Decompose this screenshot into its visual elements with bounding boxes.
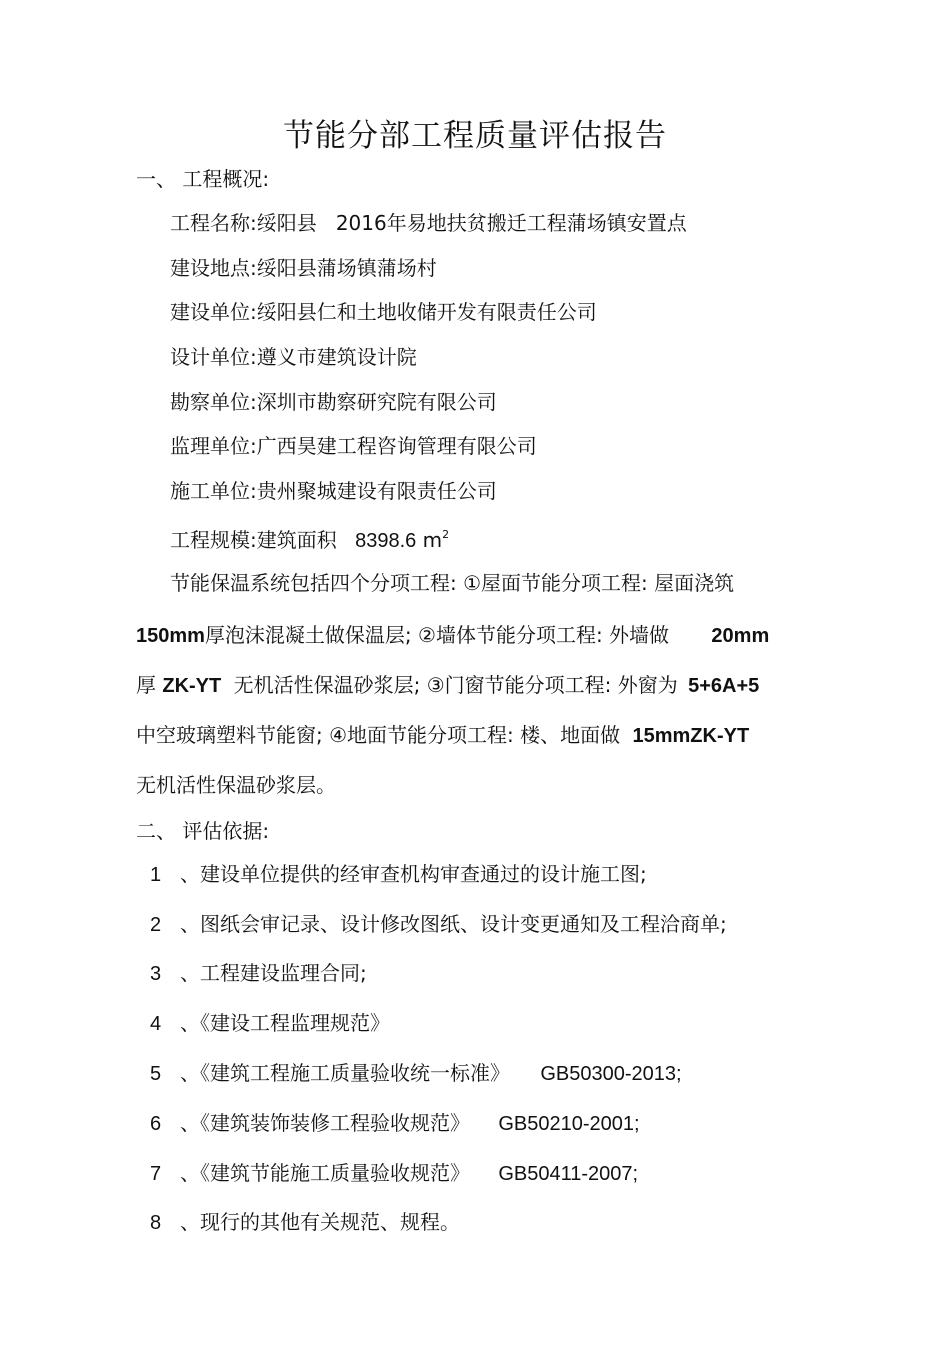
info-value: 建筑面积 — [256, 528, 337, 552]
basis-text: 、《建筑节能施工质量验收规范》 — [180, 1161, 470, 1185]
basis-number: 8 — [150, 1212, 162, 1234]
basis-number: 6 — [150, 1113, 162, 1135]
basis-number: 7 — [150, 1163, 162, 1185]
basis-standard-code: GB50411-2007; — [498, 1163, 639, 1185]
spec-value: 20mm — [711, 625, 770, 647]
basis-text: 、《建筑装饰装修工程验收规范》 — [180, 1111, 470, 1135]
info-value: 深圳市勘察研究院有限公司 — [256, 390, 497, 414]
basis-standard-code: GB50300-2013; — [540, 1063, 682, 1085]
info-label: 工程名称: — [170, 211, 257, 235]
info-value: 绥阳县仁和土地收储开发有限责任公司 — [256, 300, 597, 324]
paragraph-text: 厚泡沫混凝土做保温层; ②墙体节能分项工程: 外墙做 — [204, 623, 670, 647]
basis-text: 、现行的其他有关规范、规程。 — [180, 1210, 460, 1234]
info-surveyor — [170, 388, 497, 416]
info-value: 绥阳县 2016年易地扶贫搬迁工程蒲场镇安置点 — [256, 211, 687, 235]
basis-item — [150, 959, 367, 988]
basis-item — [150, 1009, 390, 1038]
basis-text: 、图纸会审记录、设计修改图纸、设计变更通知及工程洽商单; — [180, 912, 727, 936]
spec-value: ZK-YT — [162, 675, 222, 697]
info-label: 设计单位: — [170, 345, 257, 369]
document-title: 节能分部工程质量评估报告 — [283, 118, 667, 154]
info-label: 建设地点: — [170, 256, 257, 280]
info-value: 绥阳县蒲场镇蒲场村 — [256, 256, 437, 280]
area-unit-superscript: 2 — [442, 528, 450, 541]
paragraph-line — [136, 721, 749, 750]
paragraph-line: 无机活性保温砂浆层。 — [136, 773, 336, 797]
info-label: 监理单位: — [170, 434, 257, 458]
basis-number: 4 — [150, 1013, 162, 1035]
info-supervisor — [170, 432, 537, 460]
info-value: 贵州聚城建设有限责任公司 — [256, 479, 497, 503]
info-label: 建设单位: — [170, 300, 257, 324]
info-location — [170, 254, 437, 282]
paragraph-text: 无机活性保温砂浆层; ③门窗节能分项工程: 外窗为 — [233, 673, 678, 697]
paragraph-line — [136, 621, 769, 650]
basis-item — [150, 1208, 460, 1237]
info-value: 遵义市建筑设计院 — [256, 345, 417, 369]
info-contractor — [170, 477, 497, 505]
info-designer — [170, 343, 417, 371]
paragraph-line — [136, 671, 759, 700]
spec-value: 15mmZK-YT — [632, 725, 750, 747]
info-label: 勘察单位: — [170, 390, 257, 414]
basis-item — [150, 910, 727, 939]
info-value: 广西昊建工程咨询管理有限公司 — [256, 434, 537, 458]
basis-number: 2 — [150, 914, 162, 936]
basis-text: 、《建筑工程施工质量验收统一标准》 — [180, 1061, 510, 1085]
basis-number: 5 — [150, 1063, 162, 1085]
basis-text: 、建设单位提供的经审查机构审查通过的设计施工图; — [180, 862, 647, 886]
paragraph-line: 节能保温系统包括四个分项工程: ①屋面节能分项工程: 屋面浇筑 — [170, 571, 735, 595]
basis-item — [150, 1109, 640, 1138]
basis-number: 1 — [150, 864, 162, 886]
section-heading-basis: 二、 评估依据: — [136, 819, 270, 843]
basis-standard-code: GB50210-2001; — [498, 1113, 640, 1135]
basis-item — [150, 1159, 638, 1188]
info-project-name — [170, 209, 687, 237]
info-label: 施工单位: — [170, 479, 257, 503]
basis-text: 、工程建设监理合同; — [180, 961, 367, 985]
area-number: 8398.6 — [355, 530, 417, 552]
spec-value: 5+6A+5 — [688, 675, 760, 697]
info-owner — [170, 298, 597, 326]
basis-item — [150, 1059, 682, 1088]
basis-number: 3 — [150, 963, 162, 985]
section-heading-overview: 一、 工程概况: — [136, 167, 270, 191]
spec-value: 150mm — [136, 625, 205, 647]
basis-text: 、《建设工程监理规范》 — [180, 1011, 390, 1035]
paragraph-text: 中空玻璃塑料节能窗; ④地面节能分项工程: 楼、地面做 — [136, 723, 621, 747]
area-unit: m — [422, 528, 443, 552]
basis-item — [150, 860, 647, 889]
info-scale — [170, 521, 449, 555]
info-label: 工程规模: — [170, 528, 257, 552]
paragraph-text: 厚 — [136, 673, 156, 697]
